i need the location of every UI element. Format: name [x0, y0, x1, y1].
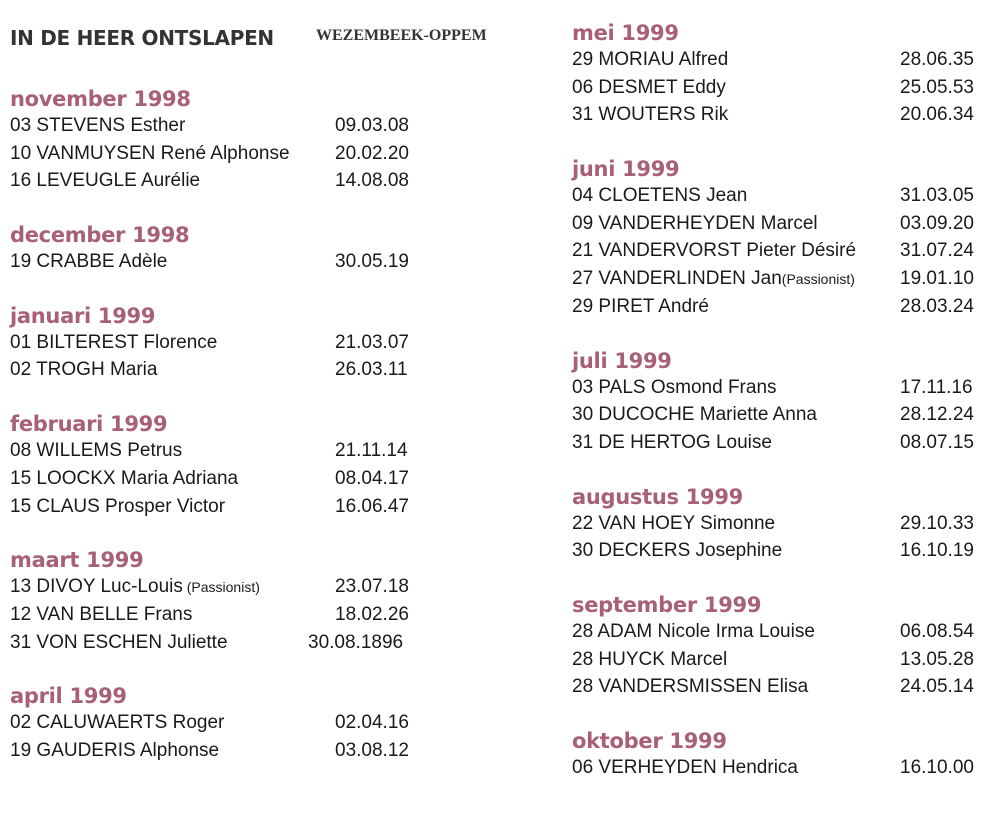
- birth-date: 16.10.19: [900, 540, 974, 562]
- birth-date: 09.03.08: [335, 115, 409, 136]
- right-column: [572, 20, 992, 782]
- birth-date: 20.06.34: [900, 104, 974, 126]
- obituary-entry: [572, 210, 992, 238]
- month-section: [10, 683, 420, 764]
- deceased-name: [572, 74, 726, 102]
- deceased-name: [10, 629, 228, 657]
- deceased-name-text: 27 VANDERLINDEN Jan: [572, 268, 782, 290]
- deceased-name-text: 02 CALUWAERTS Roger: [10, 712, 225, 734]
- birth-date: 16.10.00: [900, 757, 974, 778]
- birth-date: 28.06.35: [900, 49, 974, 70]
- obituary-entry: [572, 646, 992, 674]
- obituary-entry: [572, 237, 992, 265]
- obituary-entry: [572, 74, 992, 102]
- birth-date: 03.09.20: [900, 212, 974, 234]
- deceased-name-text: 16 LEVEUGLE Aurélie: [10, 170, 201, 192]
- birth-date: 20.02.20: [335, 142, 409, 164]
- birth-date: 25.05.53: [900, 76, 974, 98]
- birth-date: 17.11.16: [900, 376, 973, 398]
- deceased-name-text: 22 VAN HOEY Simonne: [572, 512, 776, 534]
- deceased-name: [572, 429, 772, 457]
- month-heading: juli 1999: [572, 348, 672, 373]
- month-section: [10, 303, 420, 384]
- deceased-name-text: 08 WILLEMS Petrus: [10, 440, 183, 462]
- deceased-name: [10, 329, 217, 357]
- deceased-name: [572, 754, 798, 782]
- month-section: [572, 484, 992, 565]
- deceased-name-text: 28 HUYCK Marcel: [572, 648, 728, 670]
- birth-date: 14.08.08: [335, 170, 409, 192]
- deceased-name-text: 06 DESMET Eddy: [572, 76, 726, 98]
- obituary-entry: [572, 618, 992, 646]
- month-heading: januari 1999: [10, 303, 156, 328]
- deceased-name: [10, 737, 219, 765]
- obituary-entry: [572, 182, 992, 210]
- obituary-entry: [10, 465, 420, 493]
- deceased-name: [572, 210, 818, 238]
- month-heading: oktober 1999: [572, 729, 727, 753]
- month-section: [10, 86, 420, 195]
- month-heading: december 1998: [10, 223, 190, 248]
- birth-date: 21.03.07: [335, 331, 409, 353]
- deceased-name-text: 09 VANDERHEYDEN Marcel: [572, 212, 818, 234]
- birth-date: 06.08.54: [900, 620, 974, 642]
- birth-date: 18.02.26: [335, 603, 409, 625]
- birth-date: 24.05.14: [900, 676, 974, 698]
- birth-date: 21.11.14: [335, 440, 408, 462]
- obituary-entry: [10, 112, 420, 140]
- obituary-entry: [572, 510, 992, 538]
- left-column: [10, 86, 420, 765]
- month-section: [10, 222, 420, 276]
- deceased-name: [572, 101, 728, 129]
- month-section: [10, 411, 420, 520]
- birth-date: 16.06.47: [335, 495, 409, 517]
- month-heading: juni 1999: [572, 157, 680, 182]
- deceased-name: [572, 537, 782, 565]
- deceased-name-text: 06 VERHEYDEN Hendrica: [572, 757, 798, 778]
- deceased-name: [572, 265, 855, 294]
- obituary-entry: [572, 754, 992, 782]
- deceased-name-text: 28 VANDERSMISSEN Elisa: [572, 676, 809, 698]
- deceased-name: [572, 374, 777, 402]
- obituary-entry: [10, 629, 420, 657]
- month-heading: mei 1999: [572, 21, 679, 45]
- obituary-entry: [10, 167, 420, 195]
- deceased-name-text: 13 DIVOY Luc-Louis: [10, 576, 183, 598]
- deceased-name: [10, 112, 185, 140]
- birth-date: 30.05.19: [335, 251, 409, 273]
- obituary-entry: [10, 329, 420, 357]
- birth-date: 26.03.11: [335, 359, 408, 381]
- birth-date: 08.07.15: [900, 431, 974, 453]
- deceased-name-text: 21 VANDERVORST Pieter Désiré: [572, 240, 857, 262]
- month-heading: april 1999: [10, 684, 127, 709]
- deceased-name-text: 31 VON ESCHEN Juliette: [10, 631, 228, 653]
- deceased-name-text: 31 WOUTERS Rik: [572, 104, 729, 126]
- month-section: [572, 348, 992, 457]
- place-name: WEZEMBEEK-OPPEM: [316, 27, 487, 44]
- month-heading: augustus 1999: [572, 484, 743, 509]
- deceased-name: [10, 356, 157, 384]
- deceased-name-text: 29 MORIAU Alfred: [572, 49, 729, 70]
- deceased-name: [10, 140, 290, 168]
- deceased-name-text: 02 TROGH Maria: [10, 359, 158, 381]
- deceased-name: [10, 573, 260, 602]
- obituary-entry: [572, 293, 992, 321]
- birth-date: 28.03.24: [900, 295, 974, 317]
- birth-date: 29.10.33: [900, 512, 974, 534]
- deceased-name: [572, 237, 856, 265]
- month-section: [572, 20, 992, 129]
- obituary-entry: [572, 101, 992, 129]
- obituary-entry: [572, 374, 992, 402]
- deceased-name-text: 30 DECKERS Josephine: [572, 540, 783, 562]
- deceased-name: [10, 248, 167, 276]
- birth-date: 02.04.16: [335, 712, 409, 734]
- deceased-name-text: 10 VANMUYSEN René Alphonse: [10, 142, 290, 164]
- obituary-entry: [572, 673, 992, 701]
- obituary-entry: [10, 493, 420, 521]
- deceased-name-text: 29 PIRET André: [572, 295, 709, 317]
- deceased-name-text: 12 VAN BELLE Frans: [10, 603, 193, 625]
- month-heading: september 1999: [572, 592, 762, 617]
- obituary-entry: [572, 537, 992, 565]
- obituary-entry: [10, 140, 420, 168]
- deceased-name: [10, 709, 224, 737]
- month-section: [10, 547, 420, 656]
- deceased-name-text: 04 CLOETENS Jean: [572, 185, 748, 207]
- birth-date: 31.03.05: [900, 185, 974, 207]
- entry-note: (Passionist): [182, 579, 260, 596]
- month-heading: februari 1999: [10, 412, 168, 437]
- deceased-name-text: 15 LOOCKX Maria Adriana: [10, 467, 239, 489]
- deceased-name: [572, 510, 775, 538]
- deceased-name-text: 01 BILTEREST Florence: [10, 331, 218, 353]
- deceased-name-text: 31 DE HERTOG Louise: [572, 431, 772, 453]
- deceased-name-text: 03 PALS Osmond Frans: [572, 376, 777, 398]
- birth-date: 31.07.24: [900, 240, 974, 262]
- deceased-name-text: 19 CRABBE Adèle: [10, 251, 168, 273]
- month-section: [572, 592, 992, 701]
- obituary-entry: [572, 265, 992, 293]
- deceased-name: [10, 601, 192, 629]
- deceased-name: [572, 401, 817, 429]
- deceased-name: [10, 493, 225, 521]
- obituary-entry: [10, 248, 420, 276]
- birth-date: 23.07.18: [335, 576, 409, 598]
- month-section: [572, 728, 992, 782]
- month-section: [572, 156, 992, 320]
- obituary-entry: [10, 601, 420, 629]
- obituary-entry: [10, 437, 420, 465]
- birth-date: 30.08.1896: [308, 631, 404, 653]
- deceased-name: [572, 618, 815, 646]
- birth-date: 19.01.10: [900, 268, 974, 290]
- obituary-entry: [572, 46, 992, 74]
- obituary-entry: [572, 429, 992, 457]
- month-heading: november 1998: [10, 87, 191, 111]
- obituary-entry: [10, 737, 420, 765]
- deceased-name: [572, 673, 808, 701]
- obituary-entry: [10, 709, 420, 737]
- deceased-name: [10, 437, 182, 465]
- deceased-name: [10, 465, 238, 493]
- entry-note: (Passionist): [781, 271, 855, 288]
- birth-date: 03.08.12: [335, 739, 409, 761]
- birth-date: 28.12.24: [900, 404, 974, 426]
- page-title: IN DE HEER ONTSLAPEN: [10, 26, 274, 50]
- deceased-name-text: 28 ADAM Nicole Irma Louise: [572, 620, 815, 642]
- deceased-name: [572, 182, 747, 210]
- month-heading: maart 1999: [10, 548, 144, 573]
- deceased-name: [572, 293, 709, 321]
- obituary-entry: [572, 401, 992, 429]
- deceased-name: [10, 167, 200, 195]
- deceased-name-text: 30 DUCOCHE Mariette Anna: [572, 404, 817, 426]
- obituary-entry: [10, 356, 420, 384]
- deceased-name-text: 19 GAUDERIS Alphonse: [10, 739, 220, 761]
- deceased-name-text: 15 CLAUS Prosper Victor: [10, 495, 226, 517]
- deceased-name: [572, 646, 727, 674]
- deceased-name: [572, 46, 728, 74]
- obituary-entry: [10, 573, 420, 601]
- birth-date: 08.04.17: [335, 467, 409, 489]
- birth-date: 13.05.28: [900, 648, 974, 670]
- deceased-name-text: 03 STEVENS Esther: [10, 115, 186, 136]
